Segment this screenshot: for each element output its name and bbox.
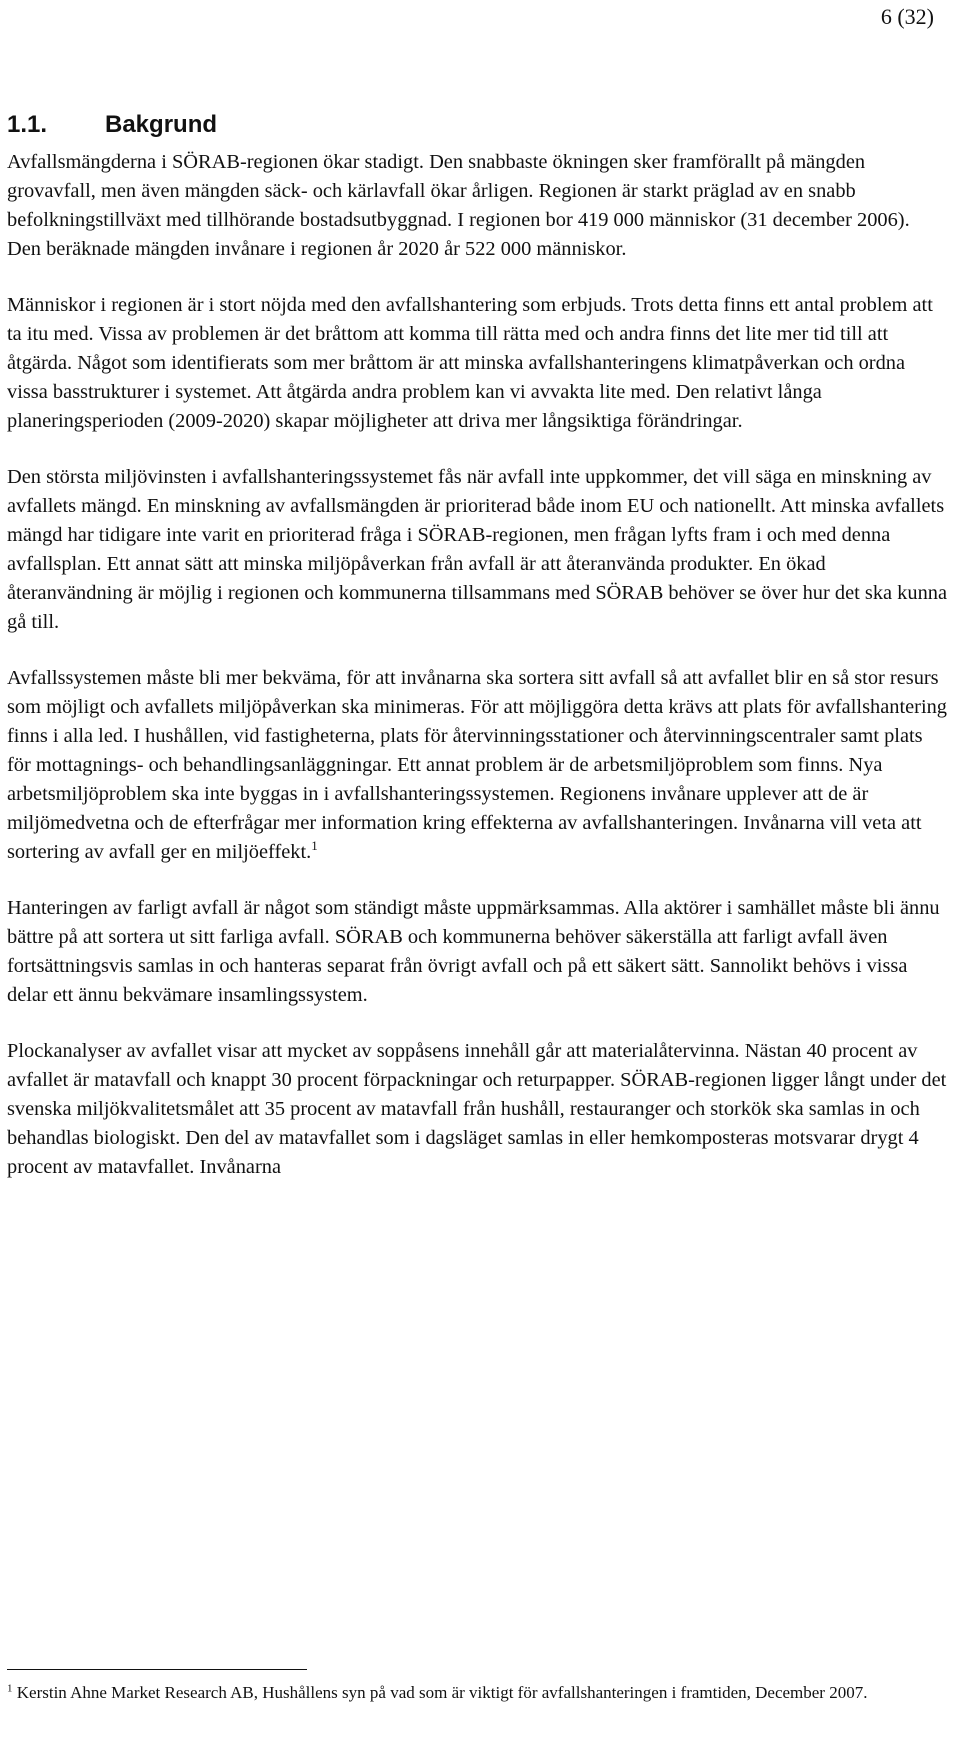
section-heading [7, 108, 947, 142]
paragraph-4-text: Avfallssystemen måste bli mer bekväma, för att invånarna ska sortera sitt avfall så att avfallet blir en så stor resurs som möjligt och avfallets miljöpåverkan ska minimeras. För att möjliggöra detta krävs att plats för avfallshantering finns i alla led. I hushållen, vid fastigheterna, plats för återvinningsstationer och återvinningscentraler samt plats för mottagnings- och behandlingsanläggningar. Ett annat problem är de arbetsmiljöproblem som finns. Nya arbetsmiljöproblem ska inte byggas in i avfallshanteringssystemen. Regionens invånare upplever att de är miljömedvetna och de efterfrågar mer information kring effekterna av avfallshanteringen. Invånarna vill veta att sortering av avfall ger en miljöeffekt. [7, 667, 948, 863]
document-body [7, 108, 947, 1209]
paragraph-1: Avfallsmängderna i SÖRAB-regionen ökar stadigt. Den snabbaste ökningen sker framförallt på mängden grovavfall, men även mängden säck- och kärlavfall ökar årligen. Regionen är starkt präglad av en snabb befolkningstillväxt med tillhörande bostadsutbyggnad. I regionen bor 419 000 människor (31 december 2006). Den beräknade mängden invånare i regionen år 2020 år 522 000 människor. [7, 151, 910, 260]
footnote [7, 1680, 937, 1705]
footnote-reference[interactable]: 1 [311, 838, 318, 854]
footnote-divider [7, 1669, 307, 1670]
paragraph-5: Hanteringen av farligt avfall är något som ständigt måste uppmärksammas. Alla aktörer i samhället måste bli ännu bättre på att sortera ut sitt farliga avfall. SÖRAB och kommunerna behöver säkerställa att farligt avfall även fortsättningsvis samlas in och hanteras separat från övrigt avfall och på ett säkert sätt. Sannolikt behövs i vissa delar ett ännu bekvämare insamlingssystem. [7, 897, 940, 1006]
paragraph-4 [7, 664, 947, 867]
footnote-text: Kerstin Ahne Market Research AB, Hushållens syn på vad som är viktigt för avfallshanteringen i framtiden, December 2007. [16, 1683, 868, 1702]
section-number: 1.1. [7, 111, 48, 138]
footnote-marker: 1 [7, 1682, 13, 1695]
paragraph-2: Människor i regionen är i stort nöjda med den avfallshantering som erbjuds. Trots detta finns ett antal problem att ta itu med. Vissa av problemen är det bråttom att komma till rätta med och andra finns det lite mer tid till att åtgärda. Något som identifierats som mer bråttom är att minska avfallshanteringens klimatpåverkan och ordna vissa basstrukturer i systemet. Att åtgärda andra problem kan vi avvakta lite med. Den relativt långa planeringsperioden (2009-2020) skapar möjligheter att driva mer långsiktiga förändringar. [7, 294, 933, 432]
page-number: 6 (32) [880, 4, 934, 29]
paragraph-3: Den största miljövinsten i avfallshanteringssystemet fås när avfall inte uppkommer, det vill säga en minskning av avfallets mängd. En minskning av avfallsmängden är prioriterad både inom EU och nationellt. Att minska avfallets mängd har tidigare inte varit en prioriterad fråga i SÖRAB-regionen, men frågan lyfts fram i och med denna avfallsplan. Ett annat sätt att minska miljöpåverkan från avfall är att återanvända produkter. En ökad återanvändning är möjlig i regionen och kommunerna tillsammans med SÖRAB behöver se över hur det ska kunna gå till. [7, 466, 948, 633]
paragraph-6: Plockanalyser av avfallet visar att mycket av soppåsens innehåll går att materialåtervinna. Nästan 40 procent av avfallet är matavfall och knappt 30 procent förpackningar och returpapper. SÖRAB-regionen ligger långt under det svenska miljökvalitetsmålet att 35 procent av matavfall från hushåll, restauranger och storkök ska samlas in och behandlas biologiskt. Den del av matavfallet som i dagsläget samlas in eller hemkomposteras motsvarar drygt 4 procent av matavfallet. Invånarna [7, 1040, 947, 1178]
section-title: Bakgrund [105, 111, 218, 138]
